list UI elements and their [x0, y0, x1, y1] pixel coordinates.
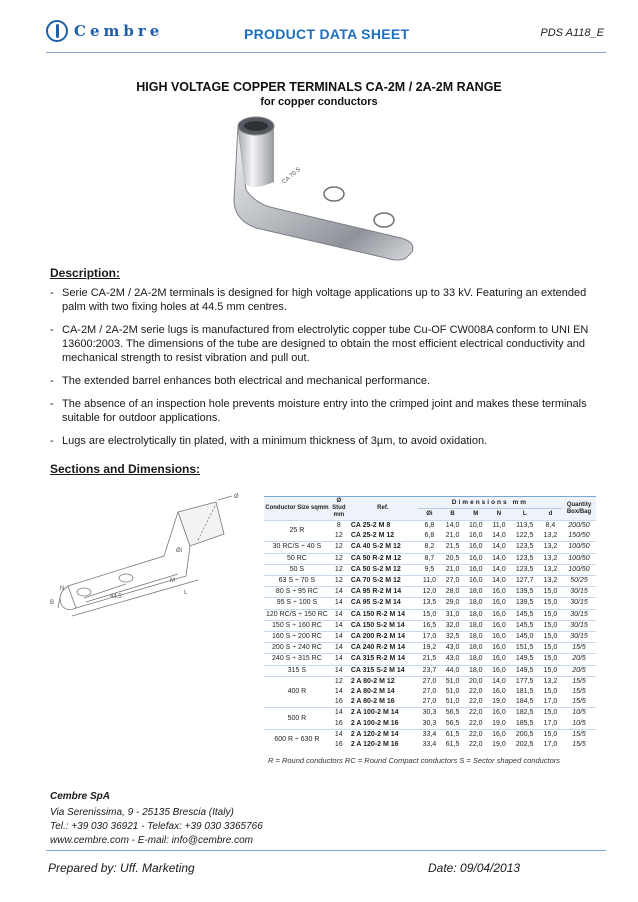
cell-conductor-size: 50 RC — [264, 553, 330, 564]
drawing-label: N — [60, 586, 65, 592]
cell-ref: 2 A 80-2 M 14 — [350, 688, 395, 696]
page-header — [46, 18, 606, 52]
cell-n: 14,0 — [487, 553, 510, 564]
cell-n: 16,0 — [487, 598, 510, 609]
cell-n: 19,0 — [492, 741, 506, 749]
cell-di: 21,5 — [418, 654, 441, 665]
description-item: - Lugs are electrolytically tin plated, with a minimum thickness of 3µm, to avoid oxidation. — [50, 434, 595, 448]
description-item: - Serie CA-2M / 2A-2M terminals is designed for high voltage applications up to 33 kV. Featuring an extended palm with two fixing holes at 44.5 mm centres. — [50, 286, 595, 314]
cell-qty: 20/5 — [562, 665, 596, 676]
cell-m: 22,0 — [464, 708, 487, 719]
cell-m: 16,0 — [464, 542, 487, 553]
cell-conductor-size: 240 S ÷ 315 RC — [264, 654, 330, 665]
footer-divider — [46, 850, 606, 851]
cell-ref: CA 50 S-2 M 12 — [348, 564, 418, 575]
cell-m: 18,0 — [464, 643, 487, 654]
cell-ref: CA 70 S-2 M 12 — [348, 576, 418, 587]
cell-n: 19,0 — [492, 719, 506, 727]
cell-qty: 15/5 — [572, 741, 586, 749]
cell-stud: 14 — [330, 620, 348, 631]
cell-stud: 14 — [330, 729, 348, 740]
cell-b: 51,0 — [441, 676, 464, 687]
cell-n: 16,0 — [487, 609, 510, 620]
cell-n: 16,0 — [487, 729, 510, 740]
cell-conductor-size: 200 S ÷ 240 RC — [264, 643, 330, 654]
cell-conductor-size: 500 R — [264, 708, 330, 729]
cell-m: 16,0 — [468, 532, 483, 540]
cell-ref: 2 A 80-2 M 16 — [350, 698, 395, 706]
cell-l: 185,5 — [515, 719, 534, 727]
cell-qty: 20/5 — [562, 654, 596, 665]
cell-ref: CA 40 S-2 M 12 — [348, 542, 418, 553]
cell-di: 17,0 — [418, 632, 441, 643]
cell-l: 149,5 — [511, 654, 539, 665]
cell-qty: 15/5 — [562, 676, 596, 687]
col-ref: Ref. — [348, 497, 418, 521]
cell-ref: CA 240 R-2 M 14 — [348, 643, 418, 654]
cell-qty: 30/15 — [562, 598, 596, 609]
table-row — [264, 598, 596, 609]
cell-conductor-size: 315 S — [264, 665, 330, 676]
cell-d: 13,2 — [539, 542, 562, 553]
cell-di: 6,8 — [418, 521, 441, 532]
cell-l: 181,5 — [515, 688, 534, 696]
cell-n: 14,0 — [487, 676, 510, 687]
cell-d: 15,0 — [539, 587, 562, 598]
col-stud: Ø Stud mm — [330, 497, 348, 521]
cell-di: 27,0 — [422, 688, 437, 696]
cell-n: 16,0 — [487, 708, 510, 719]
cell-d: 17,0 — [543, 741, 558, 749]
cell-n: 11,0 — [487, 521, 510, 532]
cell-conductor-size: 600 R ÷ 630 R — [264, 729, 330, 750]
cell-m: 16,0 — [464, 576, 487, 587]
company-web: www.cembre.com - E-mail: info@cembre.com — [50, 835, 253, 846]
cell-b: 21,0 — [441, 564, 464, 575]
cell-l: 202,5 — [515, 741, 534, 749]
table-row — [264, 587, 596, 598]
drawing-label: B — [50, 600, 55, 606]
cell-ref: CA 150 R-2 M 14 — [348, 609, 418, 620]
table-row — [264, 553, 596, 564]
cell-l: 182,5 — [511, 708, 539, 719]
cell-qty: 150/50 — [568, 532, 590, 540]
cell-l: 145,0 — [511, 632, 539, 643]
cell-m: 18,0 — [464, 609, 487, 620]
cell-m: 22,0 — [468, 741, 483, 749]
cell-b: 61,5 — [445, 741, 460, 749]
table-row — [264, 665, 596, 676]
header-divider — [46, 52, 606, 53]
cell-stud: 12 — [330, 676, 348, 687]
cell-b: 20,5 — [441, 553, 464, 564]
table-row — [264, 564, 596, 575]
cell-n: 16,0 — [492, 688, 506, 696]
cell-b: 14,0 — [441, 521, 464, 532]
cell-conductor-size: 80 S ÷ 95 RC — [264, 587, 330, 598]
cell-di: 33,4 — [422, 741, 437, 749]
cell-stud: 14 — [330, 665, 348, 676]
cell-qty: 15/5 — [562, 643, 596, 654]
cell-l: 151,5 — [511, 643, 539, 654]
cell-stud: 16 — [334, 698, 343, 706]
description-list — [50, 286, 595, 457]
cell-stud: 12 — [330, 542, 348, 553]
cell-b: 56,5 — [441, 708, 464, 719]
cell-l: 139,5 — [511, 598, 539, 609]
cell-l: 149,5 — [511, 665, 539, 676]
cell-b: 32,5 — [441, 632, 464, 643]
cell-d: 15,0 — [539, 665, 562, 676]
cell-stud: 12 — [334, 532, 343, 540]
cell-n: 16,0 — [487, 665, 510, 676]
cell-stud: 14 — [330, 708, 348, 719]
table-row — [264, 542, 596, 553]
cell-b: 28,0 — [441, 587, 464, 598]
description-item: - The extended barrel enhances both electrical and mechanical performance. — [50, 374, 595, 388]
table-row — [264, 708, 596, 719]
cell-stud: 8 — [330, 521, 348, 532]
col-dim-m: M — [464, 508, 487, 520]
cell-conductor-size: 95 S ÷ 100 S — [264, 598, 330, 609]
cell-d: 17,0 — [543, 698, 558, 706]
drawing-label: M — [170, 578, 175, 584]
cell-di: 9,5 — [418, 564, 441, 575]
cell-di: 30,3 — [422, 719, 437, 727]
cell-b: 51,0 — [445, 688, 460, 696]
table-row — [264, 521, 596, 532]
cell-l: 184,5 — [515, 698, 534, 706]
cell-b: 43,0 — [441, 643, 464, 654]
cell-stud: 12 — [330, 564, 348, 575]
cell-d: 15,0 — [539, 598, 562, 609]
table-row — [264, 632, 596, 643]
cell-ref: 2 A 80-2 M 12 — [348, 676, 418, 687]
cell-d: 13,2 — [539, 676, 562, 687]
col-dim-d: d — [539, 508, 562, 520]
cell-di: 13,5 — [418, 598, 441, 609]
cell-d: 8,4 — [539, 521, 562, 532]
cell-ref: CA 50 R-2 M 12 — [348, 553, 418, 564]
cell-n: 16,0 — [487, 620, 510, 631]
cell-d: 15,0 — [539, 729, 562, 740]
cell-conductor-size: 25 R — [264, 521, 330, 542]
product-title: HIGH VOLTAGE COPPER TERMINALS CA-2M / 2A-2M RANGE — [136, 80, 502, 94]
company-phone: Tel.: +39 030 36921 - Telefax: +39 030 3365766 — [50, 821, 263, 832]
table-row — [264, 676, 596, 687]
company-block — [50, 790, 263, 848]
cell-b: 31,0 — [441, 609, 464, 620]
product-subtitle: for copper conductors — [260, 96, 378, 108]
cell-qty: 15/5 — [562, 729, 596, 740]
cell-qty: 30/15 — [562, 620, 596, 631]
cell-d: 13,2 — [539, 564, 562, 575]
table-legend: R = Round conductors RC = Round Compact conductors S = Sector shaped conductors — [268, 756, 561, 765]
cell-l: 123,5 — [511, 564, 539, 575]
cell-d: 13,2 — [543, 532, 558, 540]
table-row — [264, 609, 596, 620]
photo-marking: CA 70 S — [281, 166, 303, 186]
terminal-photo — [216, 112, 426, 262]
cell-stud: 16 — [334, 741, 343, 749]
cell-m: 20,0 — [464, 676, 487, 687]
cembre-logo — [46, 20, 163, 42]
cell-m: 18,0 — [464, 598, 487, 609]
cell-d: 15,0 — [539, 609, 562, 620]
cell-conductor-size: 120 RC/S ÷ 150 RC — [264, 609, 330, 620]
cell-l: 145,5 — [511, 609, 539, 620]
cell-qty: 100/50 — [562, 542, 596, 553]
cell-m: 18,0 — [464, 632, 487, 643]
cell-di: 8,7 — [418, 553, 441, 564]
cell-qty: 30/15 — [562, 632, 596, 643]
col-conductor-size: Conductor Size sqmm — [264, 497, 330, 521]
cell-stud: 14 — [334, 688, 343, 696]
cell-qty: 100/50 — [562, 564, 596, 575]
cell-qty: 30/15 — [562, 587, 596, 598]
cell-b: 56,5 — [445, 719, 460, 727]
cell-ref: CA 200 R-2 M 14 — [348, 632, 418, 643]
cell-ref: CA 25-2 M 12 — [350, 532, 395, 540]
cell-m: 16,0 — [464, 564, 487, 575]
cell-di: 6,8 — [424, 532, 435, 540]
cell-stud: 16 — [334, 719, 343, 727]
cell-b: 51,0 — [445, 698, 460, 706]
cell-l: 145,5 — [511, 620, 539, 631]
cell-conductor-size: 50 S — [264, 564, 330, 575]
cell-ref: CA 95 R-2 M 14 — [348, 587, 418, 598]
col-dim-b: B — [441, 508, 464, 520]
cell-n: 14,0 — [487, 542, 510, 553]
cell-ref: CA 315 R-2 M 14 — [348, 654, 418, 665]
cell-b: 21,0 — [445, 532, 460, 540]
dimensions-table — [264, 497, 596, 750]
cell-b: 21,5 — [441, 542, 464, 553]
cell-l: 123,5 — [511, 553, 539, 564]
cembre-logo-icon — [46, 20, 68, 42]
cell-m: 22,0 — [464, 729, 487, 740]
sections-heading: Sections and Dimensions: — [50, 462, 201, 476]
cell-n: 14,0 — [487, 576, 510, 587]
cell-d: 15,0 — [539, 620, 562, 631]
description-item: - CA-2M / 2A-2M serie lugs is manufactured from electrolytic copper tube Cu-OF CW008A conform to UNI EN 13600:2003. The dimensions of the tube are designed to obtain the most efficient electrical conductivity and mechanical strength to resist vibration and pull out. — [50, 323, 595, 365]
col-dim-n: N — [487, 508, 510, 520]
col-dimensions: Dimensions mm — [418, 497, 562, 508]
brand-name: Cembre — [74, 22, 164, 40]
cell-n: 14,0 — [492, 532, 506, 540]
cell-ref: 2 A 120-2 M 14 — [348, 729, 418, 740]
cell-m: 22,0 — [468, 719, 483, 727]
col-dim-di: Øi — [418, 508, 441, 520]
cell-di: 27,0 — [418, 676, 441, 687]
cell-stud: 14 — [330, 632, 348, 643]
cell-qty: 10/5 — [572, 719, 586, 727]
cell-b: 61,5 — [441, 729, 464, 740]
drawing-label: Ø — [234, 494, 239, 500]
cell-m: 18,0 — [464, 587, 487, 598]
table-row — [264, 620, 596, 631]
cell-ref: CA 150 S-2 M 14 — [348, 620, 418, 631]
cell-di: 19,2 — [418, 643, 441, 654]
cell-qty: 10/5 — [562, 708, 596, 719]
cell-ref: 2 A 120-2 M 16 — [350, 741, 399, 749]
description-item: - The absence of an inspection hole prevents moisture entry into the crimped joint and makes these terminals suitable for outdoor applications. — [50, 397, 595, 425]
cell-di: 23,7 — [418, 665, 441, 676]
cell-m: 18,0 — [464, 665, 487, 676]
table-row — [264, 654, 596, 665]
cell-ref: CA 315 S-2 M 14 — [348, 665, 418, 676]
dimensions-table-body — [264, 521, 596, 751]
cell-di: 12,0 — [418, 587, 441, 598]
drawing-label: L — [184, 590, 188, 596]
cell-n: 16,0 — [487, 643, 510, 654]
cell-di: 8,2 — [418, 542, 441, 553]
cell-stud: 14 — [330, 654, 348, 665]
cell-l: 123,5 — [511, 542, 539, 553]
cell-ref: CA 25-2 M 8 — [348, 521, 418, 532]
cell-n: 14,0 — [487, 564, 510, 575]
cell-di: 15,0 — [418, 609, 441, 620]
table-row — [264, 729, 596, 740]
company-address: Via Serenissima, 9 - 25135 Brescia (Italy) — [50, 807, 234, 818]
cell-n: 16,0 — [487, 587, 510, 598]
drawing-label: 44.5 — [110, 594, 122, 600]
cell-n: 19,0 — [492, 698, 506, 706]
cell-l: 177,5 — [511, 676, 539, 687]
cell-l: 127,7 — [511, 576, 539, 587]
cell-l: 113,5 — [511, 521, 539, 532]
cell-d: 13,2 — [539, 553, 562, 564]
cell-di: 30,3 — [418, 708, 441, 719]
cell-d: 17,0 — [543, 719, 558, 727]
cell-stud: 14 — [330, 587, 348, 598]
cell-di: 27,0 — [422, 698, 437, 706]
cell-di: 16,5 — [418, 620, 441, 631]
cell-conductor-size: 63 S ÷ 70 S — [264, 576, 330, 587]
table-row — [264, 576, 596, 587]
cell-qty: 15/5 — [572, 688, 586, 696]
cell-qty: 200/50 — [562, 521, 596, 532]
cell-d: 15,0 — [539, 643, 562, 654]
cell-m: 10,0 — [464, 521, 487, 532]
cell-n: 16,0 — [487, 654, 510, 665]
cell-m: 22,0 — [468, 698, 483, 706]
cell-d: 15,0 — [543, 688, 558, 696]
cell-b: 43,0 — [441, 654, 464, 665]
cell-conductor-size: 150 S ÷ 160 RC — [264, 620, 330, 631]
cell-ref: 2 A 100-2 M 16 — [350, 719, 399, 727]
cell-qty: 100/50 — [562, 553, 596, 564]
company-name: Cembre SpA — [50, 791, 111, 802]
cell-m: 18,0 — [464, 620, 487, 631]
cell-di: 33,4 — [418, 729, 441, 740]
cell-n: 16,0 — [487, 632, 510, 643]
cell-b: 44,0 — [441, 665, 464, 676]
cell-stud: 14 — [330, 643, 348, 654]
cell-stud: 14 — [330, 598, 348, 609]
cell-b: 32,0 — [441, 620, 464, 631]
cell-conductor-size: 160 S ÷ 200 RC — [264, 632, 330, 643]
cell-m: 22,0 — [468, 688, 483, 696]
cell-d: 13,2 — [539, 576, 562, 587]
doc-code: PDS A118_E — [540, 27, 604, 39]
cell-l: 200,5 — [511, 729, 539, 740]
cell-conductor-size: 400 R — [264, 676, 330, 708]
terminal-drawing — [48, 490, 258, 630]
description-heading: Description: — [50, 266, 121, 280]
doc-date: Date: 09/04/2013 — [428, 861, 521, 875]
cell-stud: 14 — [330, 609, 348, 620]
cell-stud: 12 — [330, 553, 348, 564]
cell-conductor-size: 30 RC/S ÷ 40 S — [264, 542, 330, 553]
cell-d: 15,0 — [539, 708, 562, 719]
cell-b: 29,0 — [441, 598, 464, 609]
prepared-by: Prepared by: Uff. Marketing — [48, 861, 195, 875]
cell-l: 139,5 — [511, 587, 539, 598]
cell-ref: CA 95 S-2 M 14 — [348, 598, 418, 609]
cell-d: 15,0 — [539, 654, 562, 665]
cell-ref: 2 A 100-2 M 14 — [348, 708, 418, 719]
table-row — [264, 643, 596, 654]
cell-m: 18,0 — [464, 654, 487, 665]
cell-qty: 50/25 — [562, 576, 596, 587]
cell-qty: 30/15 — [562, 609, 596, 620]
cell-b: 27,0 — [441, 576, 464, 587]
cell-d: 15,0 — [539, 632, 562, 643]
dimensions-table-wrapper — [264, 497, 596, 750]
cell-m: 16,0 — [464, 553, 487, 564]
cell-l: 122,5 — [515, 532, 534, 540]
cell-stud: 12 — [330, 576, 348, 587]
doc-title: PRODUCT DATA SHEET — [244, 26, 410, 42]
cell-qty: 15/5 — [572, 698, 586, 706]
col-dim-l: L — [511, 508, 539, 520]
cell-di: 11,0 — [418, 576, 441, 587]
drawing-label: Øi — [176, 548, 182, 554]
col-quantity: Quantity Box/Bag — [562, 497, 596, 521]
